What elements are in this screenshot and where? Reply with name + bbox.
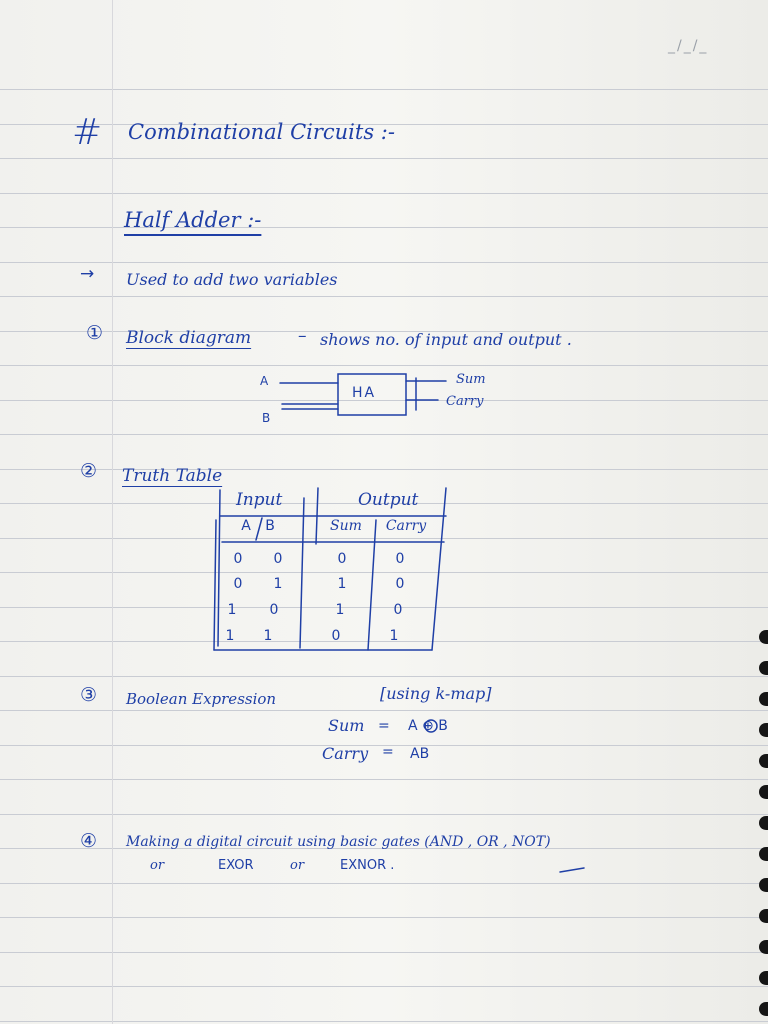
truth-table-output-header: Output xyxy=(358,490,419,510)
truth-table-cell: 0 xyxy=(269,602,279,618)
truth-table-column-header: Carry xyxy=(385,518,427,534)
truth-table-cell: 0 xyxy=(233,551,243,567)
truth-table-column-lines xyxy=(214,488,446,650)
truth-table-cell: 1 xyxy=(227,602,237,618)
truth-table-cell: 0 xyxy=(233,576,243,592)
truth-table-cell: 0 xyxy=(273,551,283,567)
digital-circuit-line-1: Making a digital circuit using basic gates (AND , OR , NOT) xyxy=(126,834,551,850)
truth-table-cell: 0 xyxy=(395,551,405,567)
half-adder-description: Used to add two variables xyxy=(126,270,338,289)
output-sum-label: Sum xyxy=(456,372,486,387)
truth-table-input-header: Input xyxy=(236,490,283,510)
truth-table-cell: 0 xyxy=(395,576,405,592)
kmap-note: [using k-map] xyxy=(380,684,492,703)
truth-table-cell: 1 xyxy=(337,576,347,592)
carry-expression: AB xyxy=(410,746,430,762)
digital-circuit-or-1: or xyxy=(150,858,165,873)
sum-equals: = xyxy=(378,718,390,734)
truth-table-cell: 1 xyxy=(335,602,345,618)
page-title: Combinational Circuits :- xyxy=(128,120,395,144)
digital-circuit-exnor: EXNOR . xyxy=(340,858,395,873)
item-number-3: ③ xyxy=(80,684,98,706)
item-number-1: ① xyxy=(86,322,104,344)
block-diagram-note: shows no. of input and output . xyxy=(320,330,572,349)
block-diagram-heading: Block diagram xyxy=(126,328,252,348)
half-adder-block xyxy=(338,374,406,415)
input-b-wire xyxy=(282,404,338,409)
digital-circuit-or-2: or xyxy=(290,858,305,873)
truth-table-column-header: B xyxy=(265,518,275,534)
title-marker: # xyxy=(72,112,103,153)
truth-table-heading: Truth Table xyxy=(122,466,223,486)
truth-table-cell: 1 xyxy=(273,576,283,592)
half-adder-block-label: HA xyxy=(352,385,377,401)
section-heading-half-adder: Half Adder :- xyxy=(124,208,262,232)
output-carry-label: Carry xyxy=(446,394,484,409)
sum-label: Sum xyxy=(328,716,365,735)
truth-table-cell: 0 xyxy=(393,602,403,618)
truth-table-cell: 0 xyxy=(337,551,347,567)
truth-table-header-lines xyxy=(220,516,446,542)
truth-table-cell: 1 xyxy=(225,628,235,644)
carry-equals: = xyxy=(382,744,394,760)
arrow-icon: → xyxy=(80,264,95,284)
boolean-expression-heading: Boolean Expression xyxy=(126,690,277,708)
date-field: _/_/_ xyxy=(668,38,709,54)
digital-circuit-exor: EXOR xyxy=(218,858,254,873)
carry-label: Carry xyxy=(322,744,369,763)
truth-table-column-header: A xyxy=(241,518,251,534)
truth-table-column-header: Sum xyxy=(330,518,362,534)
item-number-4: ④ xyxy=(80,830,98,852)
truth-table-cell: 0 xyxy=(331,628,341,644)
block-diagram-dash: – xyxy=(298,326,307,346)
input-a-label: A xyxy=(260,374,269,388)
truth-table-cell: 1 xyxy=(263,628,273,644)
truth-table-cell: 1 xyxy=(389,628,399,644)
item-number-2: ② xyxy=(80,460,98,482)
input-b-label: B xyxy=(262,411,271,425)
ink-stroke xyxy=(560,868,584,872)
xor-symbol xyxy=(425,720,437,732)
sum-expression: A ⊕ B xyxy=(408,718,448,734)
